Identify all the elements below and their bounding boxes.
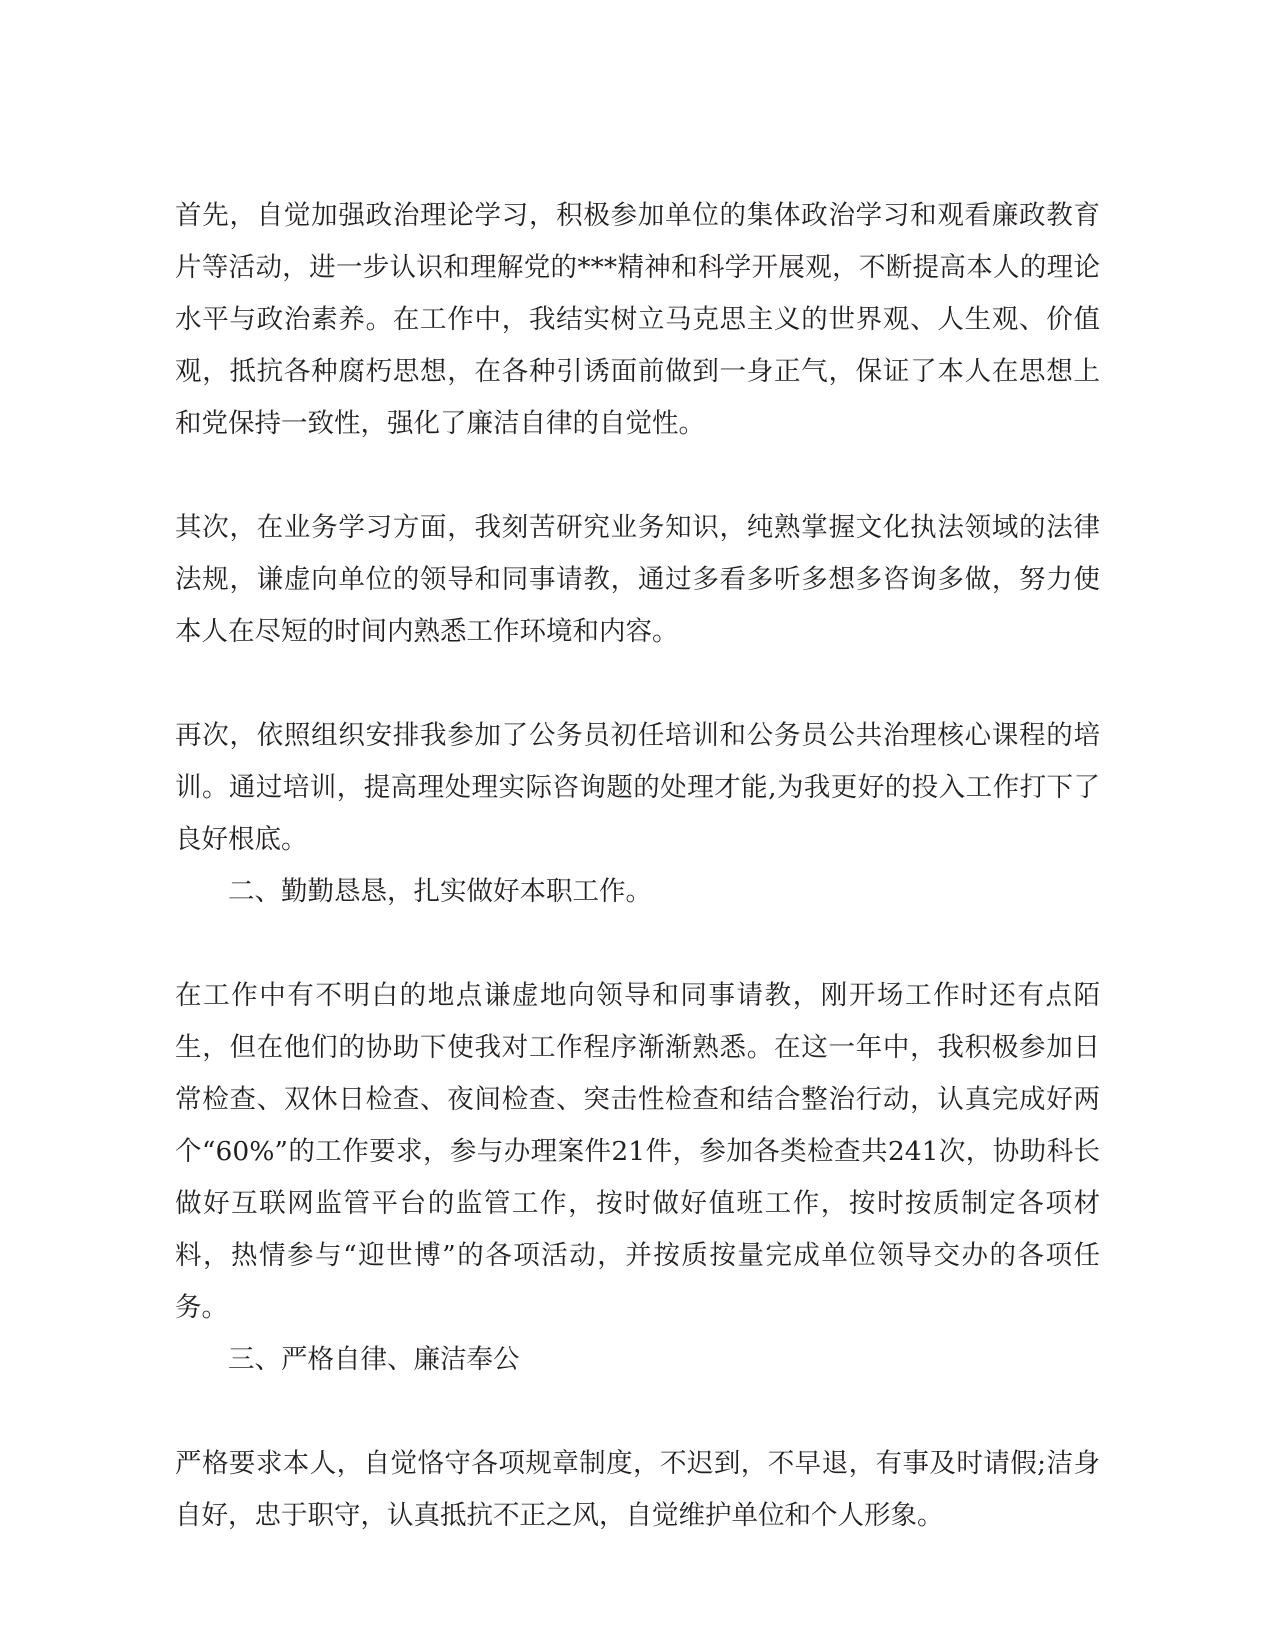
paragraph-1: 首先，自觉加强政治理论学习，积极参加单位的集体政治学习和观看廉政教育片等活动，进一步认识和理解党的***精神和科学开展观，不断提高本人的理论水平与政治素养。在工作中，我结实树立马克思主义的世界观、人生观、价值观，抵抗各种腐朽思想，在各种引诱面前做到一身正气，保证了本人在思想上和党保持一致性，强化了廉洁自律的自觉性。	[175, 200, 1100, 439]
paragraph-2: 其次，在业务学习方面，我刻苦研究业务知识，纯熟掌握文化执法领域的法律法规，谦虚向单位的领导和同事请教，通过多看多听多想多咨询多做，努力使本人在尽短的时间内熟悉工作环境和内容。	[175, 512, 1100, 647]
paragraph-spacer	[175, 1386, 1100, 1438]
paragraph-spacer	[175, 450, 1100, 502]
paragraph-4: 在工作中有不明白的地点谦虚地向领导和同事请教，刚开场工作时还有点陌生，但在他们的协助下使我对工作程序渐渐熟悉。在这一年中，我积极参加日常检查、双休日检查、夜间检查、突击性检查和结合整治行动，认真完成好两个“60%”的工作要求，参与办理案件21件，参加各类检查共241次，协助科长做好互联网监管平台的监管工作，按时做好值班工作，按时按质制定各项材料，热情参与“迎世博”的各项活动，并按质按量完成单位领导交办的各项任务。	[175, 980, 1100, 1323]
section-heading-two: 二、勤勤恳恳，扎实做好本职工作。	[228, 876, 652, 907]
document-body	[175, 190, 1100, 1542]
paragraph-spacer	[175, 658, 1100, 710]
paragraph-3: 再次，依照组织安排我参加了公务员初任培训和公务员公共治理核心课程的培训。通过培训，提高理处理实际咨询题的处理才能,为我更好的投入工作打下了良好根底。	[175, 720, 1100, 855]
paragraph-5: 严格要求本人，自觉恪守各项规章制度，不迟到，不早退，有事及时请假;洁身自好，忠于职守，认真抵抗不正之风，自觉维护单位和个人形象。	[175, 1448, 1100, 1531]
paragraph-spacer	[175, 918, 1100, 970]
section-heading-three: 三、严格自律、廉洁奉公	[228, 1344, 520, 1375]
